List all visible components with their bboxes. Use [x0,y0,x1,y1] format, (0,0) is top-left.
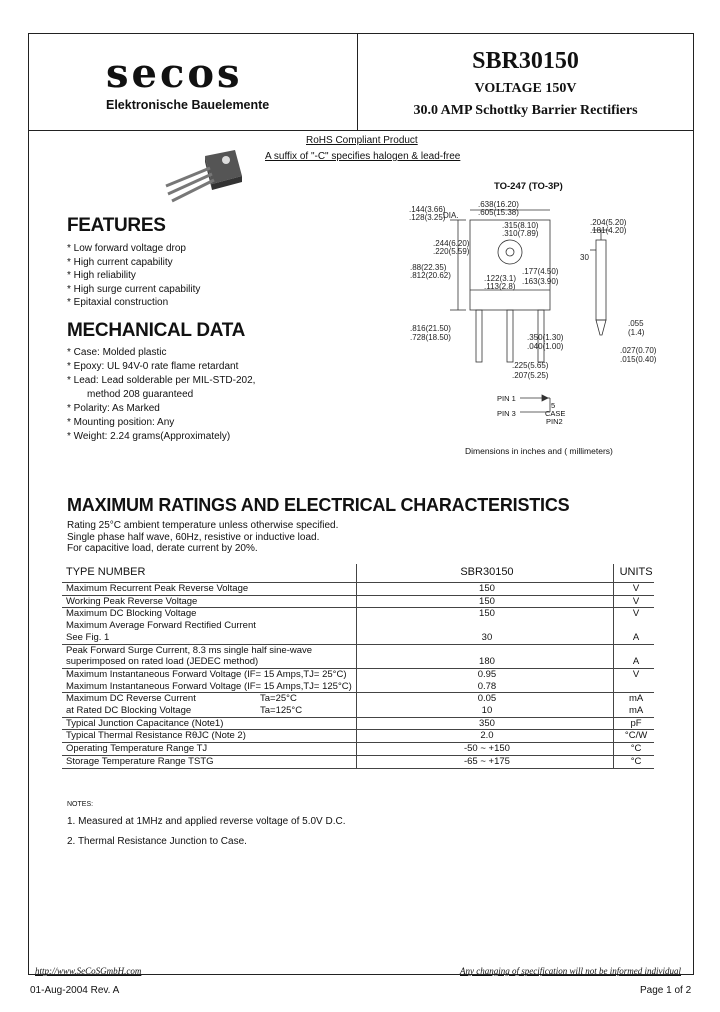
param-text: Peak Forward Surge Current, 8.3 ms single half sine-wave [66,644,313,656]
pin2-label: PIN2 [546,417,563,426]
condition-text: Ta=25°C [260,693,297,705]
dim-label: .113(2.8) [484,282,516,291]
unit-cell: V [614,583,654,596]
dim-label: .122(3.1) [484,274,517,283]
condition-line: For capacitive load, derate current by 20%. [67,543,258,554]
list-item: * High current capability [67,256,173,268]
list-item: * High reliability [67,270,136,282]
param-cell [62,620,356,632]
condition-line: Single phase half wave, 60Hz, resistive or inductive load. [67,531,320,543]
value-cell [356,644,613,656]
company-subtitle: Elektronische Bauelemente [106,98,270,112]
dim-label: .027(0.70) [620,346,657,355]
param-cell [62,743,356,756]
part-number: SBR30150 [472,48,579,74]
company-logo: secos [106,50,243,97]
param-text: Maximum DC Blocking Voltage [66,608,197,620]
unit-cell: °C [614,755,654,768]
value-cell: -65 ~ +175 [356,755,613,768]
dim-label: DIA. [443,211,459,220]
param-text: Working Peak Reverse Voltage [66,595,198,607]
param-cell [62,693,356,705]
table-row [62,620,654,632]
list-item: * Epitaxial construction [67,297,169,309]
unit-cell: V [632,608,640,620]
dim-label: .812(20.62) [410,271,451,280]
table-row [62,608,654,620]
condition-text: Ta=125°C [260,705,303,717]
value-cell: 150 [356,608,613,620]
voltage-rating: VOLTAGE 150V [474,81,577,96]
dim-label: .144(3.66) [409,205,446,214]
unit-cell [614,644,654,656]
dim-label: .315(8.10) [502,221,539,230]
param-text: Maximum Average Forward Rectified Current [66,620,256,632]
unit-cell: A [614,656,654,668]
value-cell: 10 [356,705,613,717]
param-text: Maximum Instantaneous Forward Voltage (IF= 15 Amps,TJ= 125°C) [66,680,352,692]
value-cell [356,620,613,632]
unit-cell [614,620,654,632]
unit-cell: pF [614,717,654,730]
param-cell [62,705,356,717]
rohs-label: RoHS Compliant Product [306,135,418,146]
table-row [62,693,654,705]
table-row [62,632,654,644]
list-item: method 208 guaranteed [87,389,194,400]
value-cell: -50 ~ +150 [356,743,613,756]
table-row [62,595,654,608]
param-cell [62,644,356,656]
unit-cell: A [614,632,654,644]
dim-label: .88(22.35) [410,263,447,272]
list-item: * Epoxy: UL 94V-0 rate flame retardant [67,361,239,372]
param-text: Maximum DC Reverse Current [66,693,196,705]
param-cell [62,632,356,644]
table-row [62,644,654,656]
pin-schematic [520,392,570,418]
dim-label: .207(5.25) [512,371,549,380]
param-text: Maximum Recurrent Peak Reverse Voltage [66,583,249,594]
param-text: Storage Temperature Range TSTG [66,755,214,767]
value-cell: 150 [356,595,613,608]
value-cell: 0.78 [356,681,613,693]
header-param: TYPE NUMBER [62,564,356,583]
value-cell: 30 [356,632,613,644]
dim-label: .638(16.20) [478,200,519,209]
table-row [62,656,654,668]
dim-label: .220(5.59) [433,247,470,256]
ratings-title: MAXIMUM RATINGS AND ELECTRICAL CHARACTERISTICS [67,495,570,515]
table-row [62,681,654,693]
pin1-label: PIN 1 [497,394,516,403]
package-title: TO-247 (TO-3P) [494,181,563,192]
param-cell [62,656,356,668]
dim-label: .816(21.50) [410,324,451,333]
note-2: 2. Thermal Resistance Junction to Case. [67,836,247,847]
table-row [62,717,654,730]
header-divider [28,130,694,131]
note-1: 1. Measured at 1MHz and applied reverse voltage of 5.0V D.C. [67,816,346,827]
unit-cell: V [632,668,640,680]
website-link[interactable]: http://www.SeCoSGmbH.com [35,966,142,976]
dim-label: .128(3.25) [409,213,446,222]
list-item: * Polarity: As Marked [67,403,160,414]
dim-label: 30 [580,253,589,262]
value-cell: 0.05 [356,693,613,705]
param-text: at Rated DC Blocking Voltage [66,705,192,717]
param-text: Maximum Instantaneous Forward Voltage (IF= 15 Amps,TJ= 25°C) [66,668,347,680]
dim-label: .177(4.50) [522,267,559,276]
suffix-note: A suffix of "-C" specifies halogen & lead-free [265,151,461,162]
mechanical-title: MECHANICAL DATA [67,320,246,341]
dimensions-note: Dimensions in inches and ( millimeters) [465,446,613,456]
dim-label: .163(3.90) [522,277,559,286]
dim-label: .181(4.20) [590,226,627,235]
ratings-table [62,564,654,769]
dim-label: .605(15.38) [478,208,519,217]
table-row [62,743,654,756]
pin-number-label: 5 [551,401,556,410]
table-row [62,583,654,596]
list-item: * Lead: Lead solderable per MIL-STD-202, [67,375,256,386]
param-cell [62,608,356,620]
unit-cell: mA [628,693,644,705]
table-row [62,730,654,743]
value-cell: 0.95 [356,668,613,680]
dim-label: .310(7.89) [502,229,539,238]
unit-cell [614,681,654,693]
features-list [67,242,200,310]
dim-label: .225(5.65) [512,361,549,370]
param-cell [62,583,356,596]
list-item: * Weight: 2.24 grams(Approximately) [67,431,231,442]
param-text: Typical Thermal Resistance RθJC (Note 2) [66,730,246,742]
list-item: * Low forward voltage drop [67,243,186,254]
param-text: Operating Temperature Range TJ [66,743,208,755]
notes-heading: NOTES: [67,801,94,808]
list-item: * Mounting position: Any [67,417,175,428]
param-cell [62,755,356,768]
dim-label: .244(6.20) [433,239,470,248]
package-photo [160,146,250,206]
param-cell [62,668,356,680]
param-text: Typical Junction Capacitance (Note1) [66,717,224,729]
page-number: Page 1 of 2 [640,985,692,996]
param-text: See Fig. 1 [66,631,110,643]
dim-label: .204(5.20) [590,218,627,227]
param-cell [62,595,356,608]
condition-line: Rating 25°C ambient temperature unless otherwise specified. [67,520,339,531]
table-row [62,668,654,680]
case-label: CASE [545,409,566,418]
dim-label: (1.4) [628,328,645,337]
header-unit: UNITS [614,564,654,583]
unit-cell: V [614,595,654,608]
unit-cell: °C [614,743,654,756]
dim-label: .728(18.50) [410,333,451,342]
value-cell: 150 [356,583,613,596]
dim-label: .350(1.30) [527,333,564,342]
features-title: FEATURES [67,215,166,236]
table-header-row [62,564,654,583]
table-row [62,755,654,768]
param-text: superimposed on rated load (JEDEC method) [66,656,259,668]
value-cell: 350 [356,717,613,730]
product-description: 30.0 AMP Schottky Barrier Rectifiers [413,103,638,118]
header-value: SBR30150 [356,564,613,583]
spec-change-notice: Any changing of specification will not be informed individual [460,966,681,976]
date-revision: 01-Aug-2004 Rev. A [30,985,120,996]
table-row [62,705,654,717]
ratings-conditions [67,520,338,555]
value-cell: 2.0 [356,730,613,743]
pin3-label: PIN 3 [497,409,516,418]
mechanical-list [67,346,255,444]
param-cell [62,730,356,743]
dim-label: .040(1.00) [527,342,564,351]
list-item: * High surge current capability [67,283,201,295]
list-item: * Case: Molded plastic [67,347,167,358]
value-cell: 180 [356,656,613,668]
dim-label: .015(0.40) [620,355,657,364]
param-cell [62,717,356,730]
dim-label: .055 [628,319,644,328]
unit-cell: mA [614,705,654,717]
param-cell [62,681,356,693]
unit-cell: °C/W [614,730,654,743]
